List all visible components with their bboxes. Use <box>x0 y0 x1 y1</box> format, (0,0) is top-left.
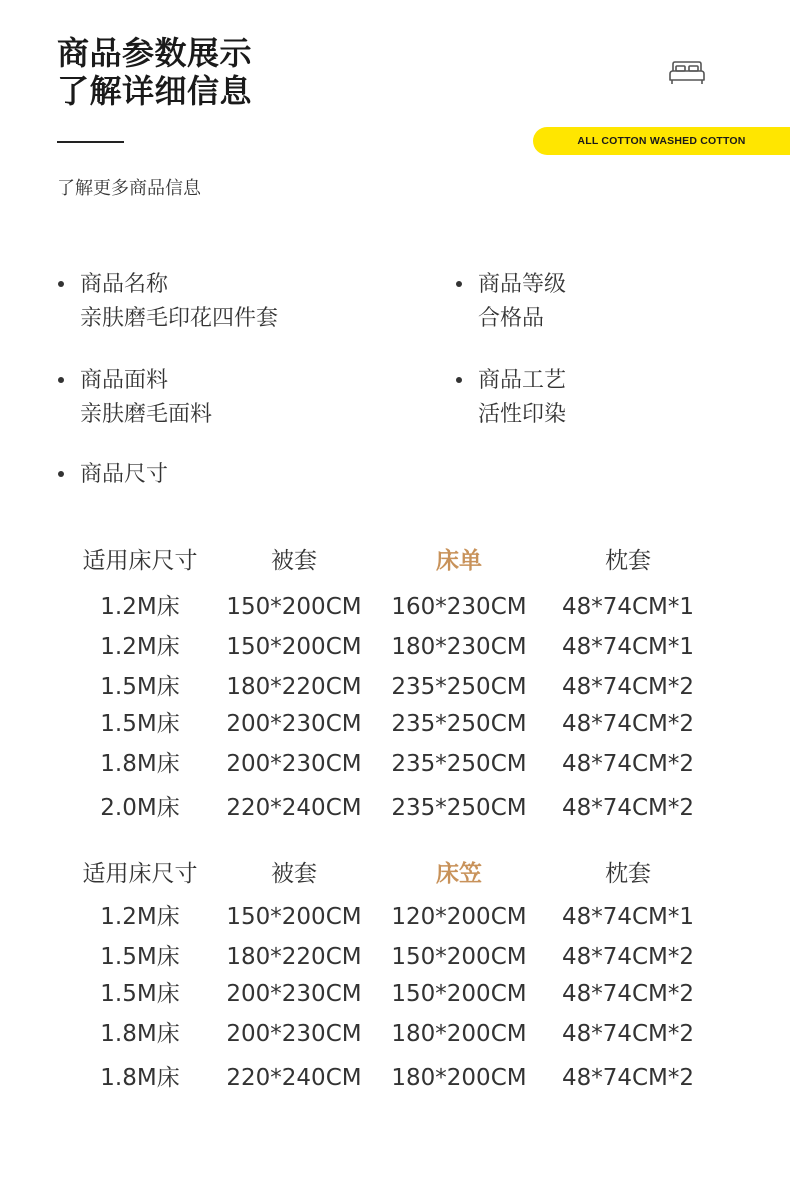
table-cell: 200*230CM <box>226 1021 362 1047</box>
table-cell: 1.5M床 <box>100 674 180 700</box>
table-cell: 1.5M床 <box>100 981 180 1007</box>
table-cell: 2.0M床 <box>100 795 180 821</box>
table-cell: 220*240CM <box>226 795 362 821</box>
table-cell: 220*240CM <box>226 1065 362 1091</box>
info-product-fabric <box>80 364 212 432</box>
title-line-2: 了解详细信息 <box>57 72 253 110</box>
table-cell: 48*74CM*2 <box>561 981 695 1007</box>
table-cell: 1.8M床 <box>100 1021 180 1047</box>
table-cell: 235*250CM <box>391 751 527 777</box>
table-row <box>0 900 790 934</box>
material-tag: ALL COTTON WASHED COTTON <box>533 127 790 155</box>
info-label: 商品面料 <box>80 368 169 393</box>
subtitle: 了解更多商品信息 <box>57 178 201 199</box>
bullet-dot <box>456 281 462 287</box>
table-cell: 235*250CM <box>391 674 527 700</box>
bullet-dot <box>58 471 64 477</box>
info-product-craft <box>478 364 566 432</box>
header-cell: 枕套 <box>605 861 651 887</box>
table-cell: 48*74CM*2 <box>561 1065 695 1091</box>
table-cell: 1.8M床 <box>100 751 180 777</box>
table-cell: 1.8M床 <box>100 1065 180 1091</box>
title-divider <box>57 141 124 143</box>
info-label: 商品尺寸 <box>80 462 169 487</box>
table-cell: 1.2M床 <box>100 904 180 930</box>
info-product-grade <box>478 268 566 336</box>
table-cell: 180*220CM <box>226 944 362 970</box>
info-value: 亲肤磨毛面料 <box>80 402 213 427</box>
table-cell: 48*74CM*2 <box>561 944 695 970</box>
table-cell: 48*74CM*1 <box>561 594 695 620</box>
table-cell: 1.2M床 <box>100 594 180 620</box>
info-value: 合格品 <box>478 306 545 331</box>
table-cell: 1.2M床 <box>100 634 180 660</box>
header-cell: 被套 <box>271 861 317 887</box>
table-cell: 150*200CM <box>226 904 362 930</box>
title-line-1: 商品参数展示 <box>57 34 253 72</box>
table-cell: 48*74CM*2 <box>561 1021 695 1047</box>
table-cell: 1.5M床 <box>100 944 180 970</box>
header-cell: 被套 <box>271 548 317 574</box>
header-cell-highlight: 床单 <box>436 548 482 574</box>
table-row <box>0 630 790 664</box>
table-row <box>0 1061 790 1095</box>
table-row <box>0 747 790 781</box>
table-cell: 1.5M床 <box>100 711 180 737</box>
table-cell: 235*250CM <box>391 711 527 737</box>
page-title <box>57 34 252 110</box>
header-cell-highlight: 床笠 <box>436 861 482 887</box>
table-cell: 48*74CM*1 <box>561 634 695 660</box>
info-product-size <box>80 458 168 492</box>
table-cell: 235*250CM <box>391 795 527 821</box>
table-cell: 48*74CM*2 <box>561 711 695 737</box>
table-cell: 120*200CM <box>391 904 527 930</box>
table-cell: 48*74CM*2 <box>561 674 695 700</box>
table-cell: 200*230CM <box>226 751 362 777</box>
table-cell: 48*74CM*2 <box>561 751 695 777</box>
table-cell: 150*200CM <box>226 594 362 620</box>
table-cell: 160*230CM <box>391 594 527 620</box>
table-cell: 150*200CM <box>391 981 527 1007</box>
table-row <box>0 1017 790 1051</box>
bullet-dot <box>58 377 64 383</box>
table-row <box>0 977 790 1011</box>
bullet-dot <box>456 377 462 383</box>
table-row <box>0 590 790 624</box>
table-cell: 180*200CM <box>391 1065 527 1091</box>
table-cell: 180*200CM <box>391 1021 527 1047</box>
header-cell: 枕套 <box>605 548 651 574</box>
table-cell: 200*230CM <box>226 981 362 1007</box>
info-label: 商品工艺 <box>478 368 567 393</box>
table-row <box>0 940 790 974</box>
table-header <box>0 857 790 891</box>
header-cell: 适用床尺寸 <box>82 861 198 887</box>
table-cell: 200*230CM <box>226 711 362 737</box>
info-label: 商品名称 <box>80 272 169 297</box>
table-row <box>0 670 790 704</box>
table-cell: 150*200CM <box>226 634 362 660</box>
table-cell: 180*220CM <box>226 674 362 700</box>
bullet-dot <box>58 281 64 287</box>
table-row <box>0 791 790 825</box>
table-cell: 48*74CM*2 <box>561 795 695 821</box>
table-cell: 150*200CM <box>391 944 527 970</box>
table-row <box>0 707 790 741</box>
table-cell: 48*74CM*1 <box>561 904 695 930</box>
info-product-name <box>80 268 278 336</box>
info-label: 商品等级 <box>478 272 567 297</box>
table-cell: 180*230CM <box>391 634 527 660</box>
info-value: 活性印染 <box>478 402 567 427</box>
info-value: 亲肤磨毛印花四件套 <box>80 306 279 331</box>
header-cell: 适用床尺寸 <box>82 548 198 574</box>
bed-icon <box>668 60 706 86</box>
table-header <box>0 544 790 578</box>
